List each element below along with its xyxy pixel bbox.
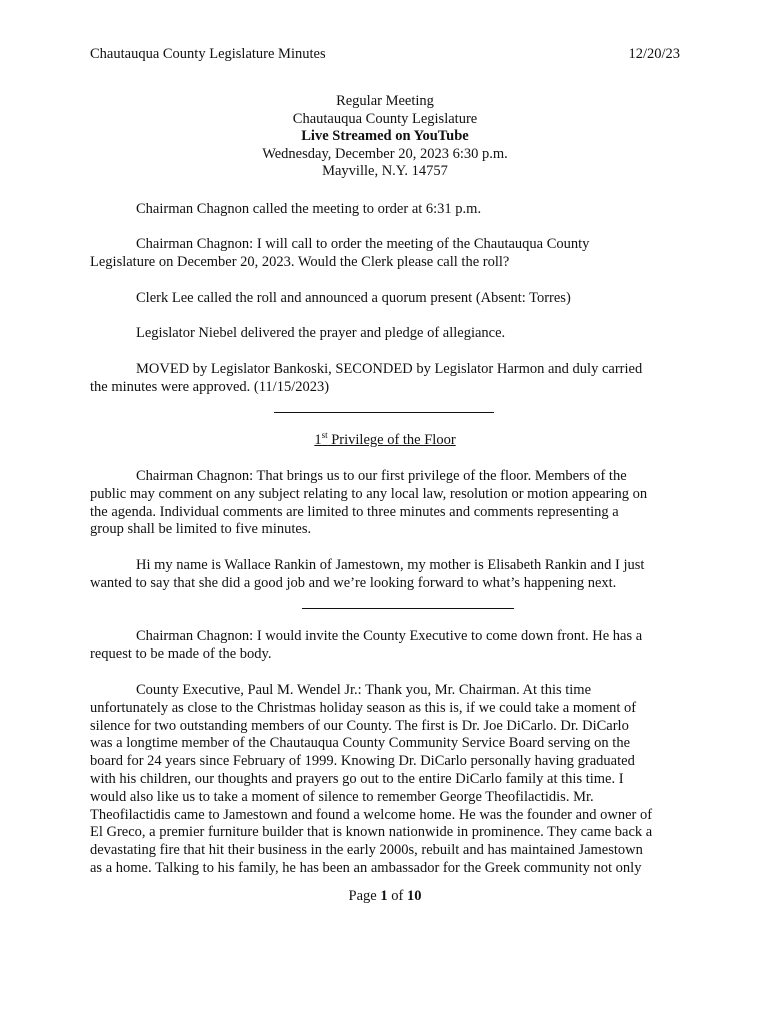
paragraph-chairman-roll [90, 236, 680, 272]
meeting-title-block [90, 93, 680, 181]
paragraph-line: MOVED by Legislator Bankoski, SECONDED by Legislator Harmon and duly carried [136, 361, 643, 377]
page-label: Page [348, 888, 381, 904]
page-current: 1 [380, 888, 388, 904]
paragraph-line: the agenda. Individual comments are limited to three minutes and comments representing a [90, 503, 619, 520]
paragraph-line: Chairman Chagnon: I would invite the County Executive to come down front. He has a [136, 628, 643, 644]
paragraph-line: the minutes were approved. (11/15/2023) [90, 378, 330, 395]
page-header [90, 46, 680, 68]
paragraph-line: County Executive, Paul M. Wendel Jr.: Thank you, Mr. Chairman. At this time [136, 682, 592, 698]
paragraph-text: Clerk Lee called the roll and announced a quorum present (Absent: Torres) [136, 290, 571, 306]
paragraph-line: devastating fire that hit their business in the early 2000s, rebuilt and has maintained Jamestown [90, 842, 643, 859]
paragraph-line: silence for two outstanding members of our County. The first is Dr. Joe DiCarlo. Dr. DiCarlo [90, 717, 629, 734]
meeting-location: Mayville, N.Y. 14757 [322, 163, 448, 180]
section-number: 1 [314, 432, 322, 448]
section-heading [90, 432, 680, 449]
section-ordinal-suffix: st [321, 430, 328, 441]
paragraph-call-to-order [90, 201, 680, 219]
paragraph-text: Chairman Chagnon called the meeting to order at 6:31 p.m. [136, 201, 482, 217]
paragraph-line: with his children, our thoughts and prayers go out to the entire DiCarlo family at this time. I [90, 770, 624, 787]
paragraph-line: Chairman Chagnon: I will call to order the meeting of the Chautauqua County [136, 236, 590, 252]
paragraph-line: Legislature on December 20, 2023. Would the Clerk please call the roll? [90, 253, 510, 270]
paragraph-county-executive-invite [90, 628, 680, 664]
paragraph-line: El Greco, a premier furniture builder that is known nationwide in prominence. They came back a [90, 824, 653, 841]
stream-notice: Live Streamed on YouTube [301, 128, 469, 145]
paragraph-line: Hi my name is Wallace Rankin of Jamestown, my mother is Elisabeth Rankin and I just [136, 557, 645, 573]
paragraph-prayer [90, 325, 680, 343]
paragraph-public-comment [90, 557, 680, 593]
header-title: Chautauqua County Legislature Minutes [90, 46, 326, 62]
paragraph-privilege-intro [90, 468, 680, 539]
paragraph-line: unfortunately as close to the Christmas holiday season as this is, if we could take a moment of [90, 699, 637, 716]
paragraph-line: public may comment on any subject relating to any local law, resolution or motion appearing on [90, 485, 648, 502]
header-date: 12/20/23 [628, 46, 680, 62]
meeting-datetime: Wednesday, December 20, 2023 6:30 p.m. [262, 145, 508, 162]
section-divider [302, 608, 514, 609]
meeting-type: Regular Meeting [336, 93, 434, 109]
paragraph-text: Legislator Niebel delivered the prayer and pledge of allegiance. [136, 325, 506, 341]
paragraph-moment-of-silence [90, 682, 680, 878]
paragraph-minutes-approval [90, 361, 680, 397]
paragraph-line: Chairman Chagnon: That brings us to our first privilege of the floor. Members of the [136, 468, 627, 484]
paragraph-line: would also like us to take a moment of silence to remember George Theofilactidis. Mr. [90, 788, 594, 805]
paragraph-line: as a home. Talking to his family, he has been an ambassador for the Greek community not only [90, 859, 642, 876]
meeting-body: Chautauqua County Legislature [292, 110, 478, 127]
section-title: Privilege of the Floor [327, 432, 456, 448]
paragraph-line: Theofilactidis came to Jamestown and found a welcome home. He was the founder and owner of [90, 806, 653, 823]
paragraph-line: was a longtime member of the Chautauqua County Community Service Board serving on the [90, 735, 631, 752]
section-divider [274, 412, 494, 413]
paragraph-roll-call [90, 290, 680, 308]
paragraph-line: board for 24 years since February of 1999. Knowing Dr. DiCarlo personally having graduated [90, 753, 635, 770]
paragraph-line: wanted to say that she did a good job and we’re looking forward to what’s happening next. [90, 574, 617, 591]
page-footer [90, 888, 680, 905]
page-total: 10 [406, 888, 422, 904]
page-of: of [387, 888, 407, 904]
paragraph-line: request to be made of the body. [90, 645, 272, 662]
paragraph-line: group shall be limited to five minutes. [90, 521, 312, 538]
